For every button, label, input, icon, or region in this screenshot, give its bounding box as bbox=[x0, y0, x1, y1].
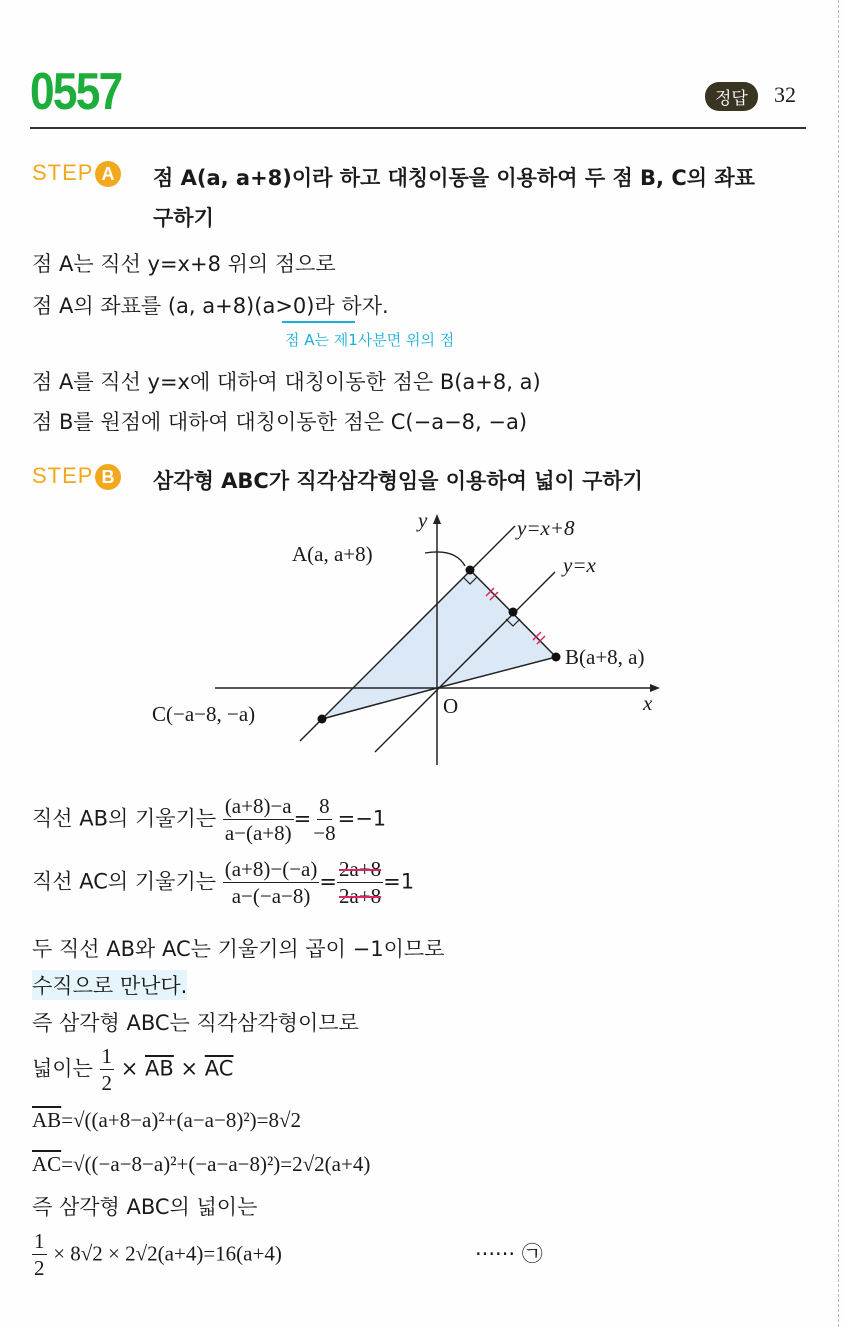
segment-ac: $\overline{AC}$ bbox=[32, 1152, 62, 1176]
point-midpoint bbox=[509, 608, 518, 617]
fraction bbox=[223, 856, 320, 909]
step-a-title-2: 구하기 bbox=[153, 206, 214, 230]
numerator: 1 bbox=[34, 1229, 45, 1253]
label-origin: O bbox=[443, 694, 459, 718]
label-y: y bbox=[418, 508, 428, 532]
label-x: x bbox=[643, 691, 653, 715]
numerator: (a+8)−a bbox=[224, 794, 292, 818]
numerator: 2a+8 bbox=[338, 857, 382, 881]
step-letter: A bbox=[95, 161, 121, 187]
step-letter: B bbox=[95, 464, 121, 490]
step-a-label bbox=[32, 160, 121, 187]
point-c bbox=[318, 715, 327, 724]
step-text: STEP bbox=[32, 463, 94, 488]
times: × bbox=[180, 1056, 199, 1081]
coordinate-diagram bbox=[0, 500, 844, 775]
denominator: a−(a+8) bbox=[224, 821, 292, 845]
ac-length bbox=[32, 1152, 370, 1177]
text: 넓이는 bbox=[32, 1056, 93, 1081]
fraction bbox=[311, 793, 337, 846]
pointer-arrow bbox=[425, 552, 465, 566]
label-a: A(a, a+8) bbox=[292, 542, 373, 566]
denominator: −8 bbox=[313, 821, 336, 845]
text-line: 점 A의 좌표를 (a, a+8)(a>0)라 하자. bbox=[32, 294, 389, 318]
result: =−1 bbox=[337, 806, 387, 831]
slope-ab-line bbox=[32, 793, 386, 846]
ab-length bbox=[32, 1108, 301, 1133]
text-line: 점 A를 직선 y=x에 대하여 대칭이동한 점은 B(a+8, a) bbox=[32, 370, 541, 394]
label-line-1: y=x+8 bbox=[517, 516, 575, 540]
expression: =√((a+8−a)²+(a−a−8)²)=8√2 bbox=[61, 1108, 301, 1132]
expression: × 8√2 × 2√2(a+4)=16(a+4) bbox=[53, 1241, 282, 1266]
problem-number: 0557 bbox=[30, 63, 122, 121]
label-line-2: y=x bbox=[563, 553, 596, 577]
step-b-title: 삼각형 ABC가 직각삼각형임을 이용하여 넓이 구하기 bbox=[153, 469, 643, 493]
equals: = bbox=[293, 806, 312, 831]
fraction bbox=[223, 793, 294, 846]
step-a-title: 점 A(a, a+8)이라 하고 대칭이동을 이용하여 두 점 B, C의 좌표 bbox=[153, 166, 755, 190]
area-formula bbox=[32, 1043, 233, 1096]
numerator: (a+8)−(−a) bbox=[224, 857, 318, 881]
result: =1 bbox=[383, 869, 415, 894]
text-line: 점 A는 직선 y=x+8 위의 점으로 bbox=[32, 252, 336, 276]
note-underline bbox=[282, 321, 355, 323]
final-area bbox=[32, 1228, 282, 1281]
answer-page: 32 bbox=[774, 82, 796, 107]
answer-badge: 정답 bbox=[705, 82, 758, 111]
denominator: 2 bbox=[101, 1071, 113, 1095]
fraction bbox=[337, 856, 383, 909]
step-text: STEP bbox=[32, 160, 94, 185]
annotation-note: 점 A는 제1사분면 위의 점 bbox=[285, 331, 455, 349]
expression: =√((−a−8−a)²+(−a−a−8)²)=2√2(a+4) bbox=[61, 1152, 371, 1176]
divider bbox=[30, 127, 806, 129]
text-line: 즉 삼각형 ABC의 넓이는 bbox=[32, 1195, 258, 1219]
text-line: 점 B를 원점에 대하여 대칭이동한 점은 C(−a−8, −a) bbox=[32, 410, 528, 434]
segment-ac: $\overline{AC}$ bbox=[204, 1056, 234, 1081]
step-b-label bbox=[32, 463, 121, 490]
triangle-abc bbox=[322, 570, 556, 719]
denominator: a−(−a−8) bbox=[231, 884, 311, 908]
numerator: 8 bbox=[319, 794, 330, 818]
y-axis-arrow bbox=[433, 514, 441, 524]
equation-marker: ······ ㉠ bbox=[475, 1242, 543, 1266]
label-b: B(a+8, a) bbox=[565, 645, 645, 669]
text-line: 두 직선 AB와 AC는 기울기의 곱이 −1이므로 bbox=[32, 937, 445, 961]
highlighted-text: 수직으로 만난다. bbox=[32, 970, 187, 1000]
equals: = bbox=[319, 869, 337, 894]
denominator: 2a+8 bbox=[338, 884, 382, 908]
text: 직선 AC의 기울기는 bbox=[32, 869, 217, 894]
numerator: 1 bbox=[101, 1044, 113, 1068]
label-c: C(−a−8, −a) bbox=[152, 702, 256, 726]
segment-ab: $\overline{AB}$ bbox=[145, 1056, 174, 1081]
slope-ac-line bbox=[32, 856, 414, 909]
text: 직선 AB의 기울기는 bbox=[32, 806, 217, 831]
denominator: 2 bbox=[34, 1256, 45, 1280]
segment-ab: $\overline{AB}$ bbox=[32, 1108, 62, 1132]
point-a bbox=[466, 566, 475, 575]
fraction-half bbox=[32, 1228, 47, 1281]
point-b bbox=[552, 653, 561, 662]
fraction-half bbox=[100, 1043, 115, 1096]
times: × bbox=[120, 1056, 139, 1081]
text-line: 즉 삼각형 ABC는 직각삼각형이므로 bbox=[32, 1011, 359, 1035]
